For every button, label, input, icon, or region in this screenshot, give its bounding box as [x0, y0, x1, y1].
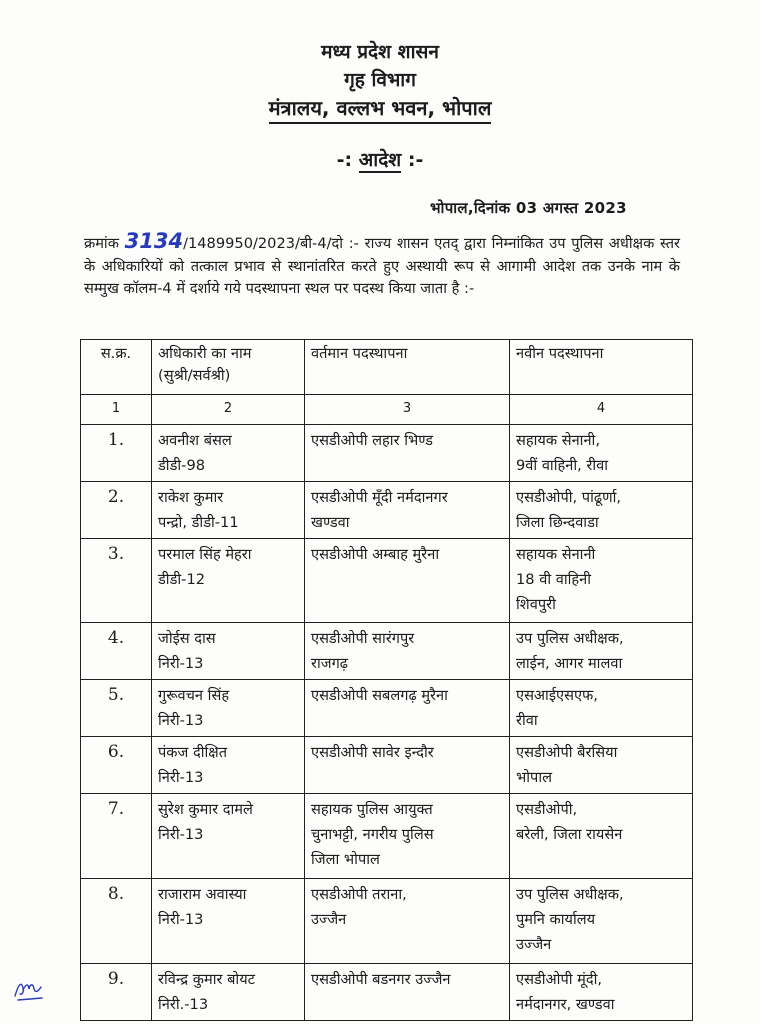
- order-suffix: :-: [407, 149, 424, 171]
- table-row: [81, 737, 693, 794]
- order-body-paragraph: [84, 229, 680, 301]
- order-body-text: /1489950/2023/बी-4/दो :- राज्य शासन एतद् द्वारा निम्नांकित उप पुलिस अधीक्षक स्तर के अधिकारियों को तत्काल प्रभाव से स्थानांतरित करते हुए अस्थायी रूप से आगामी आदेश तक उनके नाम के सम्मुख कॉलम-4 में दर्शाये गये पदस्थापना स्थल पर पदस्थ किया जाता है :-: [84, 235, 680, 297]
- order-heading: [0, 146, 760, 172]
- initials-signature-icon: [12, 970, 46, 1004]
- order-prefix: -:: [336, 149, 353, 171]
- handwritten-order-number: 3134: [124, 229, 184, 253]
- table-row: [81, 539, 693, 623]
- column-index: 2: [152, 395, 305, 425]
- table-row: [81, 879, 693, 964]
- new-posting: सहायक सेनानी, 9वीं वाहिनी, रीवा: [510, 425, 693, 482]
- officer-name: परमाल सिंह मेहरा डीडी-12: [152, 539, 305, 623]
- order-title: आदेश: [358, 149, 402, 171]
- order-date: भोपाल,दिनांक 03 अगस्त 2023: [430, 199, 627, 217]
- table-row: [81, 680, 693, 737]
- serial-number: 9.: [81, 964, 152, 1021]
- current-posting: एसडीओपी बडनगर उज्जैन: [305, 964, 510, 1021]
- header-state-government: मध्य प्रदेश शासन: [321, 41, 439, 63]
- header-serial: स.क्र.: [81, 340, 152, 395]
- column-index-row: [81, 395, 693, 425]
- header-current-posting: वर्तमान पदस्थापना: [305, 340, 510, 395]
- header-address: [0, 94, 760, 121]
- officer-name: सुरेश कुमार दामले निरी-13: [152, 794, 305, 879]
- current-posting: एसडीओपी तराना, उज्जैन: [305, 879, 510, 964]
- table-row: [81, 964, 693, 1021]
- serial-number: 8.: [81, 879, 152, 964]
- serial-number: 5.: [81, 680, 152, 737]
- officer-name: पंकज दीक्षित निरी-13: [152, 737, 305, 794]
- table-row: [81, 482, 693, 539]
- officer-name: राजाराम अवास्या निरी-13: [152, 879, 305, 964]
- new-posting: सहायक सेनानी 18 वी वाहिनी शिवपुरी: [510, 539, 693, 623]
- transfer-table: [80, 339, 693, 1021]
- new-posting: एसआईएसएफ, रीवा: [510, 680, 693, 737]
- column-index: 1: [81, 395, 152, 425]
- officer-name: रविन्द्र कुमार बोयट निरी.-13: [152, 964, 305, 1021]
- serial-number: 6.: [81, 737, 152, 794]
- header-address-text: मंत्रालय, वल्लभ भवन, भोपाल: [269, 96, 492, 124]
- serial-number: 2.: [81, 482, 152, 539]
- new-posting: एसडीओपी बैरसिया भोपाल: [510, 737, 693, 794]
- officer-name: जोईस दास निरी-13: [152, 623, 305, 680]
- serial-number: 1.: [81, 425, 152, 482]
- current-posting: एसडीओपी सारंगपुर राजगढ़: [305, 623, 510, 680]
- serial-number: 3.: [81, 539, 152, 623]
- current-posting: एसडीओपी सावेर इन्दौर: [305, 737, 510, 794]
- table-row: [81, 623, 693, 680]
- new-posting: एसडीओपी, बरेली, जिला रायसेन: [510, 794, 693, 879]
- new-posting: उप पुलिस अधीक्षक, लाईन, आगर मालवा: [510, 623, 693, 680]
- table-header-row: [81, 340, 693, 395]
- current-posting: एसडीओपी सबलगढ़ मुरैना: [305, 680, 510, 737]
- serial-number: 7.: [81, 794, 152, 879]
- column-index: 3: [305, 395, 510, 425]
- table-row: [81, 425, 693, 482]
- officer-name: राकेश कुमार पन्द्रो, डीडी-11: [152, 482, 305, 539]
- officer-name: गुरूवचन सिंह निरी-13: [152, 680, 305, 737]
- header-new-posting: नवीन पदस्थापना: [510, 340, 693, 395]
- current-posting: एसडीओपी लहार भिण्ड: [305, 425, 510, 482]
- current-posting: एसडीओपी मूँदी नर्मदानगर खण्डवा: [305, 482, 510, 539]
- serial-number: 4.: [81, 623, 152, 680]
- current-posting: सहायक पुलिस आयुक्त चुनाभट्टी, नगरीय पुलिस जिला भोपाल: [305, 794, 510, 879]
- column-index: 4: [510, 395, 693, 425]
- new-posting: एसडीओपी, पांढूर्णा, जिला छिन्दवाडा: [510, 482, 693, 539]
- order-number-prefix: क्रमांक: [84, 235, 125, 252]
- header-department: गृह विभाग: [344, 69, 416, 91]
- header-officer-name: अधिकारी का नाम (सुश्री/सर्वश्री): [152, 340, 305, 395]
- table-row: [81, 794, 693, 879]
- current-posting: एसडीओपी अम्बाह मुरैना: [305, 539, 510, 623]
- new-posting: एसडीओपी मूंदी, नर्मदानगर, खण्डवा: [510, 964, 693, 1021]
- officer-name: अवनीश बंसल डीडी-98: [152, 425, 305, 482]
- new-posting: उप पुलिस अधीक्षक, पुमनि कार्यालय उज्जैन: [510, 879, 693, 964]
